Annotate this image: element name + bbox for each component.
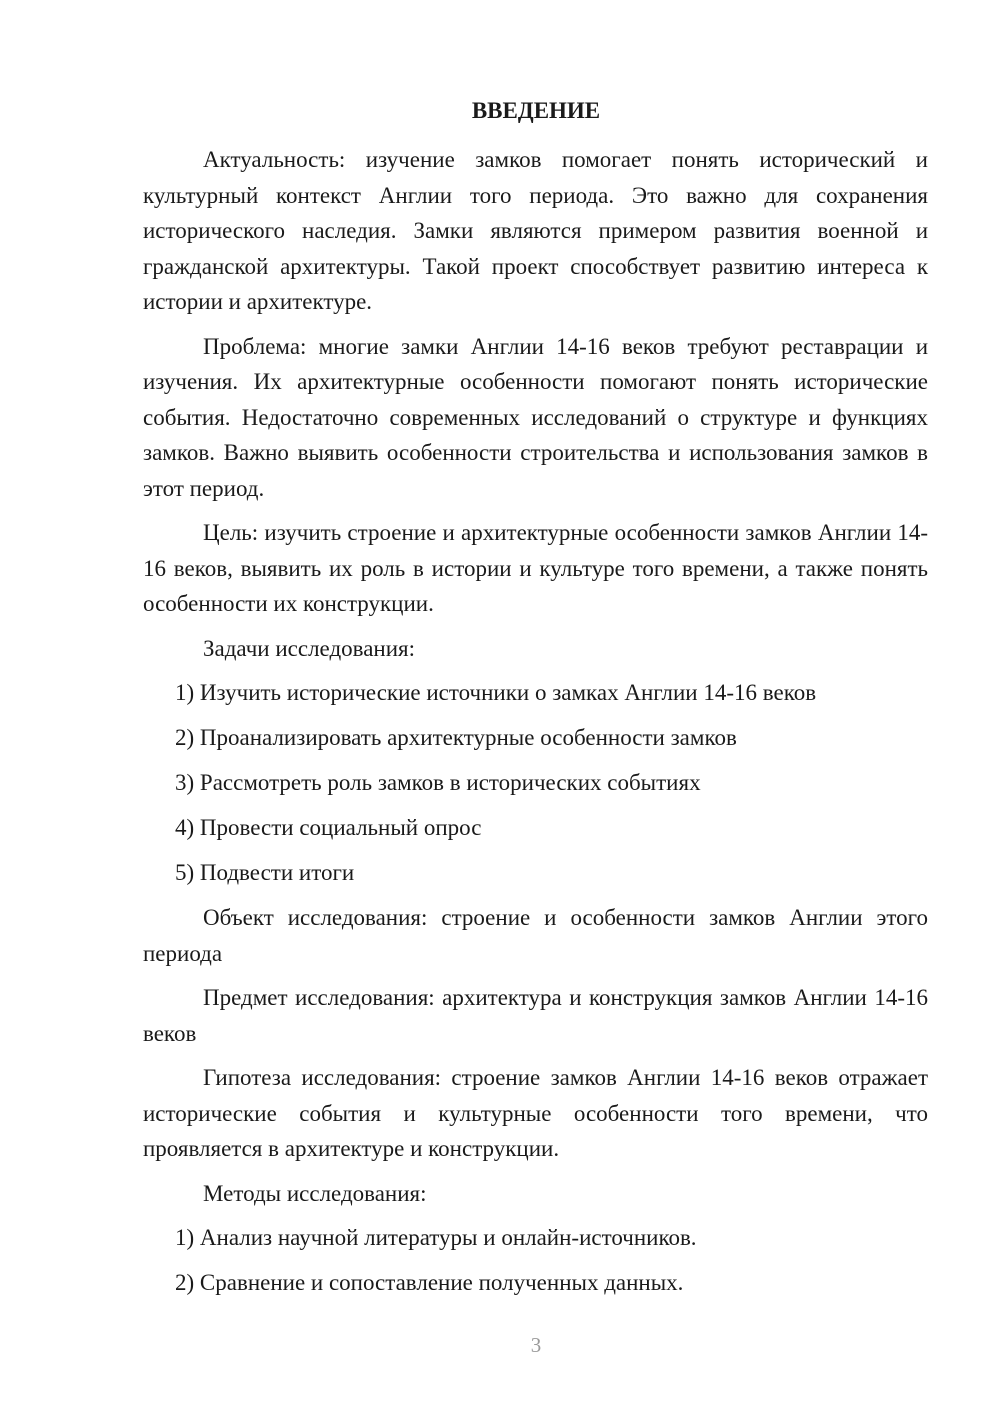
methods-list	[143, 1220, 928, 1301]
section-title: ВВЕДЕНИЕ	[471, 98, 601, 123]
goal-paragraph: Цель: изучить строение и архитектурные особенности замков Англии 14-16 веков, выявить их роль в истории и культуре того времени, а также понять особенности их конструкции.	[143, 520, 928, 616]
method-item: 1) Анализ научной литературы и онлайн-источников.	[175, 1225, 697, 1250]
tasks-list	[143, 675, 928, 891]
problem-paragraph: Проблема: многие замки Англии 14-16 веков требуют реставрации и изучения. Их архитектурные особенности помогают понять исторические события. Недостаточно современных исследований о структуре и функциях замков. Важно выявить особенности строительства и использования замков в этот период.	[143, 333, 928, 501]
task-item: 5) Подвести итоги	[175, 860, 355, 885]
tasks-heading: Задачи исследования:	[203, 635, 416, 661]
methods-heading: Методы исследования:	[203, 1180, 427, 1206]
hypothesis-paragraph: Гипотеза исследования: строение замков Англии 14-16 веков отражает исторические события и культурные особенности того времени, что проявляется в архитектуре и конструкции.	[143, 1065, 928, 1161]
task-item: 3) Рассмотреть роль замков в исторических событиях	[175, 770, 701, 795]
task-item: 1) Изучить исторические источники о замках Англии 14-16 веков	[175, 680, 817, 705]
subject-paragraph: Предмет исследования: архитектура и конструкция замков Англии 14-16 веков	[143, 985, 928, 1046]
task-item: 2) Проанализировать архитектурные особенности замков	[175, 725, 737, 750]
task-item: 4) Провести социальный опрос	[175, 815, 482, 840]
method-item: 2) Сравнение и сопоставление полученных данных.	[175, 1270, 684, 1295]
document-body	[143, 142, 928, 1310]
relevance-paragraph: Актуальность: изучение замков помогает понять исторический и культурный контекст Англии того периода. Это важно для сохранения исторического наследия. Замки являются примером развития военной и гражданской архитектуры. Такой проект способствует развитию интереса к истории и архитектуре.	[143, 147, 928, 314]
page-number: 3	[530, 1333, 542, 1357]
object-paragraph: Объект исследования: строение и особенности замков Англии этого периода	[143, 905, 928, 966]
